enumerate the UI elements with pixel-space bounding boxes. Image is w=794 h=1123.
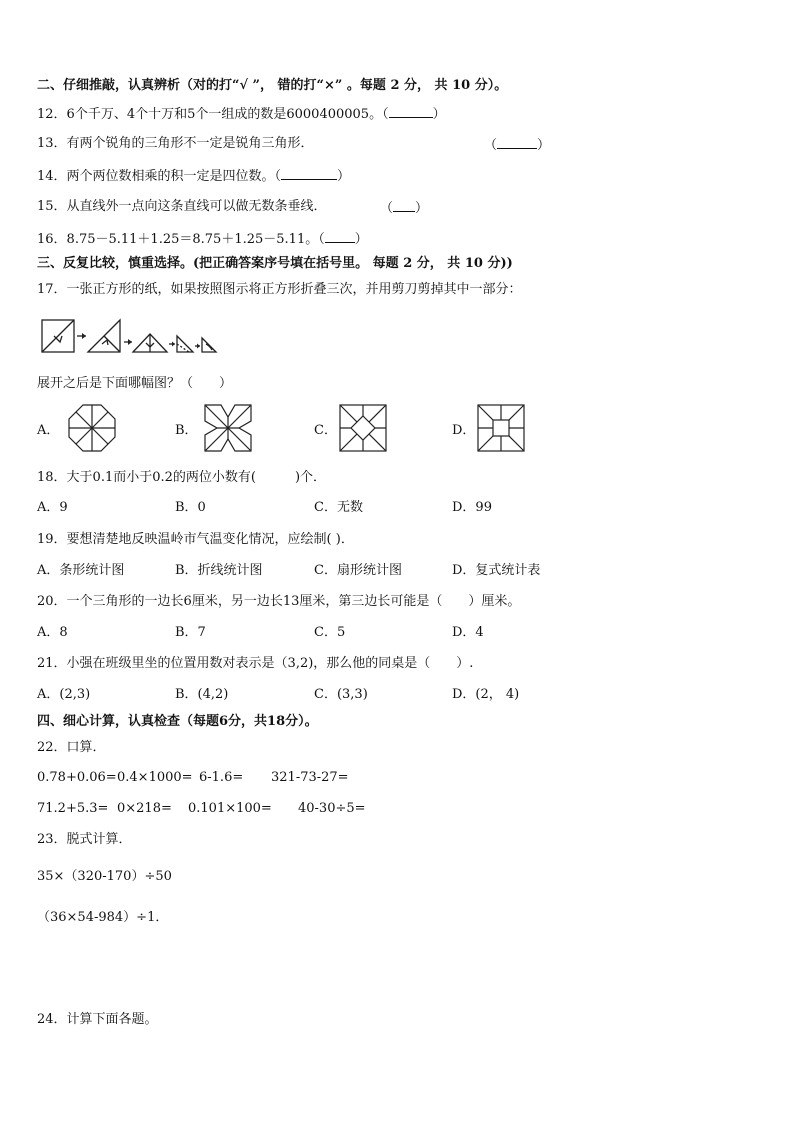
q18-option-a[interactable]: A．9 <box>37 500 68 515</box>
option-d-label[interactable]: D． <box>452 423 476 438</box>
q21-option-d[interactable]: D．(2， 4) <box>452 687 520 702</box>
folding-steps-figure <box>40 316 220 356</box>
option-c-label[interactable]: C． <box>314 423 337 438</box>
answer-bracket-15: （ ） <box>380 201 429 216</box>
mental-math-item: 6-1.6= <box>199 770 244 785</box>
question-20: 20．一个三角形的一边长6厘米，另一边长13厘米，第三边长可能是（ ）厘米。 <box>37 594 521 609</box>
mental-math-item: 40-30÷5= <box>298 801 366 816</box>
question-text: 15．从直线外一点向这条直线可以做无数条垂线． <box>37 199 327 214</box>
q21-option-a[interactable]: A．(2,3) <box>37 687 91 702</box>
question-text: 16．8.75－5.11＋1.25＝8.75＋1.25－5.11。（ <box>37 232 325 247</box>
question-text: 13．有两个锐角的三角形不一定是锐角三角形． <box>37 136 314 151</box>
q20-option-b[interactable]: B．7 <box>175 625 206 640</box>
mental-math-item: 0.78+0.06= <box>37 770 117 785</box>
mental-math-item: 321-73-27= <box>271 770 349 785</box>
answer-blank[interactable] <box>281 167 337 180</box>
q19-option-c[interactable]: C．扇形统计图 <box>314 563 402 578</box>
q21-option-c[interactable]: C．(3,3) <box>314 687 368 702</box>
question-24: 24．计算下面各题。 <box>37 1012 158 1027</box>
section-heading-3: 三、反复比较，慎重选择。(把正确答案序号填在括号里。 每题 2 分， 共 10 分)) <box>37 256 513 271</box>
question-17-prompt: 展开之后是下面哪幅图？（ ） <box>37 376 233 391</box>
question-23: 23．脱式计算． <box>37 832 132 847</box>
option-b-label[interactable]: B． <box>175 423 198 438</box>
question-18: 18．大于0.1而小于0.2的两位小数有( )个． <box>37 470 327 485</box>
answer-blank[interactable] <box>393 199 415 212</box>
question-13 <box>37 136 314 152</box>
option-d-figure[interactable] <box>476 403 526 453</box>
q18-option-c[interactable]: C．无数 <box>314 500 363 515</box>
answer-blank[interactable] <box>497 136 537 149</box>
q19-option-b[interactable]: B．折线统计图 <box>175 563 263 578</box>
q18-option-b[interactable]: B．0 <box>175 500 206 515</box>
question-17: 17．一张正方形的纸，如果按照图示将正方形折叠三次，并用剪刀剪掉其中一部分： <box>37 282 522 297</box>
question-text: 14．两个两位数相乘的积一定是四位数。（ <box>37 169 282 184</box>
q18-option-d[interactable]: D．99 <box>452 500 492 515</box>
q19-option-a[interactable]: A．条形统计图 <box>37 563 125 578</box>
question-16: 16．8.75－5.11＋1.25＝8.75＋1.25－5.11。（ ） <box>37 232 368 247</box>
mental-math-item: 0.101×100= <box>188 801 272 816</box>
question-12: 12．6个千万、4个十万和5个一组成的数是6000400005。（ ） <box>37 107 446 122</box>
question-14: 14．两个两位数相乘的积一定是四位数。（ ） <box>37 169 351 184</box>
question-15 <box>37 199 327 215</box>
q19-option-d[interactable]: D．复式统计表 <box>452 563 541 578</box>
answer-bracket-13: （ ） <box>484 138 551 153</box>
option-a-label[interactable]: A． <box>37 423 60 438</box>
mental-math-item: 71.2+5.3= <box>37 801 109 816</box>
q20-option-a[interactable]: A．8 <box>37 625 68 640</box>
question-text: 12．6个千万、4个十万和5个一组成的数是6000400005。（ <box>37 107 389 122</box>
section-heading-4: 四、细心计算，认真检查（每题6分，共18分）。 <box>37 714 318 729</box>
answer-blank[interactable] <box>389 105 433 118</box>
option-b-figure[interactable] <box>203 403 253 453</box>
q20-option-c[interactable]: C．5 <box>314 625 346 640</box>
answer-blank[interactable] <box>325 230 355 243</box>
expression-b: （36×54-984）÷1． <box>37 910 169 925</box>
q20-option-d[interactable]: D．4 <box>452 625 484 640</box>
q21-option-b[interactable]: B．(4,2) <box>175 687 229 702</box>
question-21: 21．小强在班级里坐的位置用数对表示是（3,2)，那么他的同桌是（ ）. <box>37 656 474 671</box>
section-heading-2: 二、仔细推敲，认真辨析（对的打“√ ”， 错的打“×” 。每题 2 分， 共 10 分）。 <box>37 78 508 93</box>
expression-a: 35×（320-170）÷50 <box>37 869 172 884</box>
mental-math-item: 0.4×1000= <box>117 770 193 785</box>
mental-math-item: 0×218= <box>117 801 172 816</box>
question-22: 22．口算． <box>37 740 106 755</box>
question-19: 19．要想清楚地反映温岭市气温变化情况，应绘制( )． <box>37 532 354 547</box>
option-a-figure[interactable] <box>67 403 117 453</box>
option-c-figure[interactable] <box>338 403 388 453</box>
